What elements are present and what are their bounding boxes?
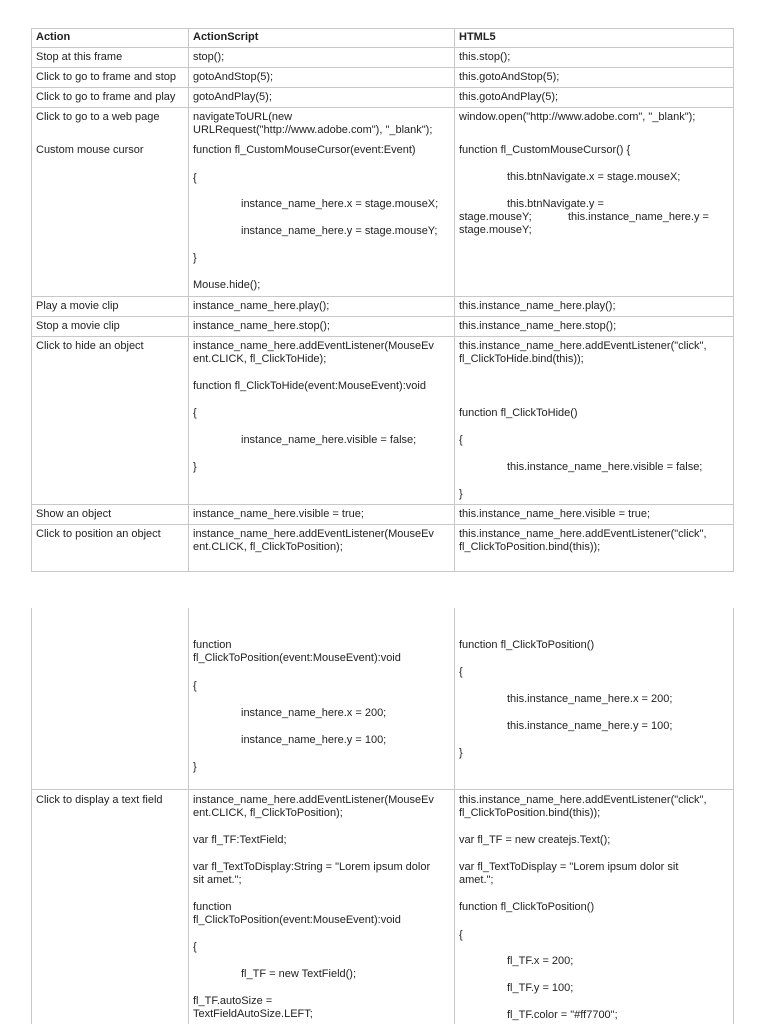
cell-action: Stop a movie clip	[36, 320, 120, 332]
header-actionscript: ActionScript	[193, 31, 259, 43]
code-line: var fl_TF:TextField;	[193, 834, 287, 846]
table-rule	[31, 47, 734, 48]
cell-action: Play a movie clip	[36, 300, 119, 312]
code-line: }	[193, 252, 197, 264]
code-line: }	[193, 461, 197, 473]
column-divider	[454, 608, 455, 1024]
cell-html5: this.gotoAndStop(5);	[459, 71, 560, 83]
table-rule	[31, 296, 734, 297]
cell-html5: this.instance_name_here.stop();	[459, 320, 617, 332]
code-line: {	[459, 434, 463, 446]
cell-action: Custom mouse cursor	[36, 144, 144, 156]
code-line: fl_TF = new TextField();	[241, 968, 357, 980]
cell-actionscript: gotoAndPlay(5);	[193, 91, 272, 103]
code-line: }	[193, 761, 197, 773]
table-rule	[31, 107, 734, 108]
column-divider	[188, 608, 189, 1024]
table-rule	[31, 524, 734, 525]
cell-html5: this.gotoAndPlay(5);	[459, 91, 559, 103]
code-line: }	[459, 747, 463, 759]
code-line: function fl_ClickToPosition(event:MouseEvent):void	[193, 639, 401, 664]
code-line: var fl_TextToDisplay = "Lorem ipsum dolor sit amet.";	[459, 861, 679, 886]
cell-html5: this.stop();	[459, 51, 511, 63]
code-line: Mouse.hide();	[193, 279, 261, 291]
cell-html5: window.open("http://www.adobe.com", "_blank");	[459, 111, 696, 123]
code-line: function fl_ClickToPosition()	[459, 639, 595, 651]
cell-action: Stop at this frame	[36, 51, 123, 63]
cell-action: Click to position an object	[36, 528, 161, 540]
cell-action: Click to go to frame and stop	[36, 71, 177, 83]
code-line: this.instance_name_here.addEventListener("click", fl_ClickToPosition.bind(this));	[459, 528, 707, 553]
code-line: }	[459, 488, 463, 500]
code-line: {	[193, 941, 197, 953]
column-divider	[188, 28, 189, 572]
code-line: function fl_CustomMouseCursor() {	[459, 144, 631, 156]
code-line: instance_name_here.x = 200;	[241, 707, 387, 719]
table-rule	[31, 789, 734, 790]
code-line: function fl_ClickToHide()	[459, 407, 578, 419]
cell-actionscript: gotoAndStop(5);	[193, 71, 274, 83]
cell-actionscript: instance_name_here.play();	[193, 300, 330, 312]
code-line: this.instance_name_here.y =	[568, 211, 709, 223]
table-rule	[31, 336, 734, 337]
cell-html5: this.instance_name_here.visible = true;	[459, 508, 651, 520]
cell-action: Click to go to a web page	[36, 111, 160, 123]
code-line: this.instance_name_here.y = 100;	[507, 720, 673, 732]
table-part-1	[31, 28, 734, 572]
cell-actionscript: instance_name_here.visible = true;	[193, 508, 364, 520]
code-line: this.instance_name_here.visible = false;	[507, 461, 703, 473]
header-html5: HTML5	[459, 31, 496, 43]
code-line: {	[193, 407, 197, 419]
code-line: fl_TF.y = 100;	[507, 982, 574, 994]
code-line: var fl_TextToDisplay:String = "Lorem ipsum dolor sit amet.";	[193, 861, 431, 886]
table-rule	[31, 316, 734, 317]
code-line: fl_TF.color = "#ff7700";	[507, 1009, 618, 1021]
code-line: this.btnNavigate.y =	[507, 198, 604, 210]
code-line: stage.mouseY;	[459, 211, 532, 223]
code-line: instance_name_here.y = 100;	[241, 734, 387, 746]
table-rule	[31, 504, 734, 505]
code-line: function fl_ClickToPosition(event:MouseEvent):void	[193, 901, 401, 926]
code-line: instance_name_here.addEventListener(MouseEv ent.CLICK, fl_ClickToPosition);	[193, 528, 434, 553]
code-line: {	[459, 666, 463, 678]
code-line: {	[193, 680, 197, 692]
column-divider	[454, 28, 455, 572]
cell-action: Show an object	[36, 508, 112, 520]
code-line: function fl_CustomMouseCursor(event:Event)	[193, 144, 416, 156]
code-line: this.instance_name_here.x = 200;	[507, 693, 673, 705]
code-line: {	[459, 929, 463, 941]
code-line: instance_name_here.visible = false;	[241, 434, 417, 446]
cell-action: Click to hide an object	[36, 340, 144, 352]
table-rule	[31, 571, 734, 572]
code-line: function fl_ClickToHide(event:MouseEvent):void	[193, 380, 426, 392]
table-rule	[31, 67, 734, 68]
code-line: instance_name_here.x = stage.mouseX;	[241, 198, 439, 210]
cell-html5: this.instance_name_here.play();	[459, 300, 616, 312]
code-line: fl_TF.x = 200;	[507, 955, 574, 967]
code-line: instance_name_here.y = stage.mouseY;	[241, 225, 438, 237]
code-line: function fl_ClickToPosition()	[459, 901, 595, 913]
code-line: {	[193, 172, 197, 184]
cell-action: Click to display a text field	[36, 794, 163, 806]
cell-actionscript: navigateToURL(new URLRequest("http://www.adobe.com"), "_blank");	[193, 111, 433, 136]
code-line: var fl_TF = new createjs.Text();	[459, 834, 611, 846]
cell-actionscript: instance_name_here.stop();	[193, 320, 330, 332]
code-line: this.instance_name_here.addEventListener("click", fl_ClickToPosition.bind(this));	[459, 794, 707, 819]
cell-actionscript: stop();	[193, 51, 225, 63]
code-line: fl_TF.autoSize = TextFieldAutoSize.LEFT;	[193, 995, 313, 1020]
table-rule	[31, 87, 734, 88]
code-line: this.instance_name_here.addEventListener("click", fl_ClickToHide.bind(this));	[459, 340, 707, 365]
cell-action: Click to go to frame and play	[36, 91, 176, 103]
code-line: stage.mouseY;	[459, 224, 532, 236]
code-line: this.btnNavigate.x = stage.mouseX;	[507, 171, 681, 183]
code-line: instance_name_here.addEventListener(MouseEv ent.CLICK, fl_ClickToHide);	[193, 340, 434, 365]
table-rule	[31, 28, 734, 29]
header-action: Action	[36, 31, 71, 43]
code-line: instance_name_here.addEventListener(MouseEv ent.CLICK, fl_ClickToPosition);	[193, 794, 434, 819]
